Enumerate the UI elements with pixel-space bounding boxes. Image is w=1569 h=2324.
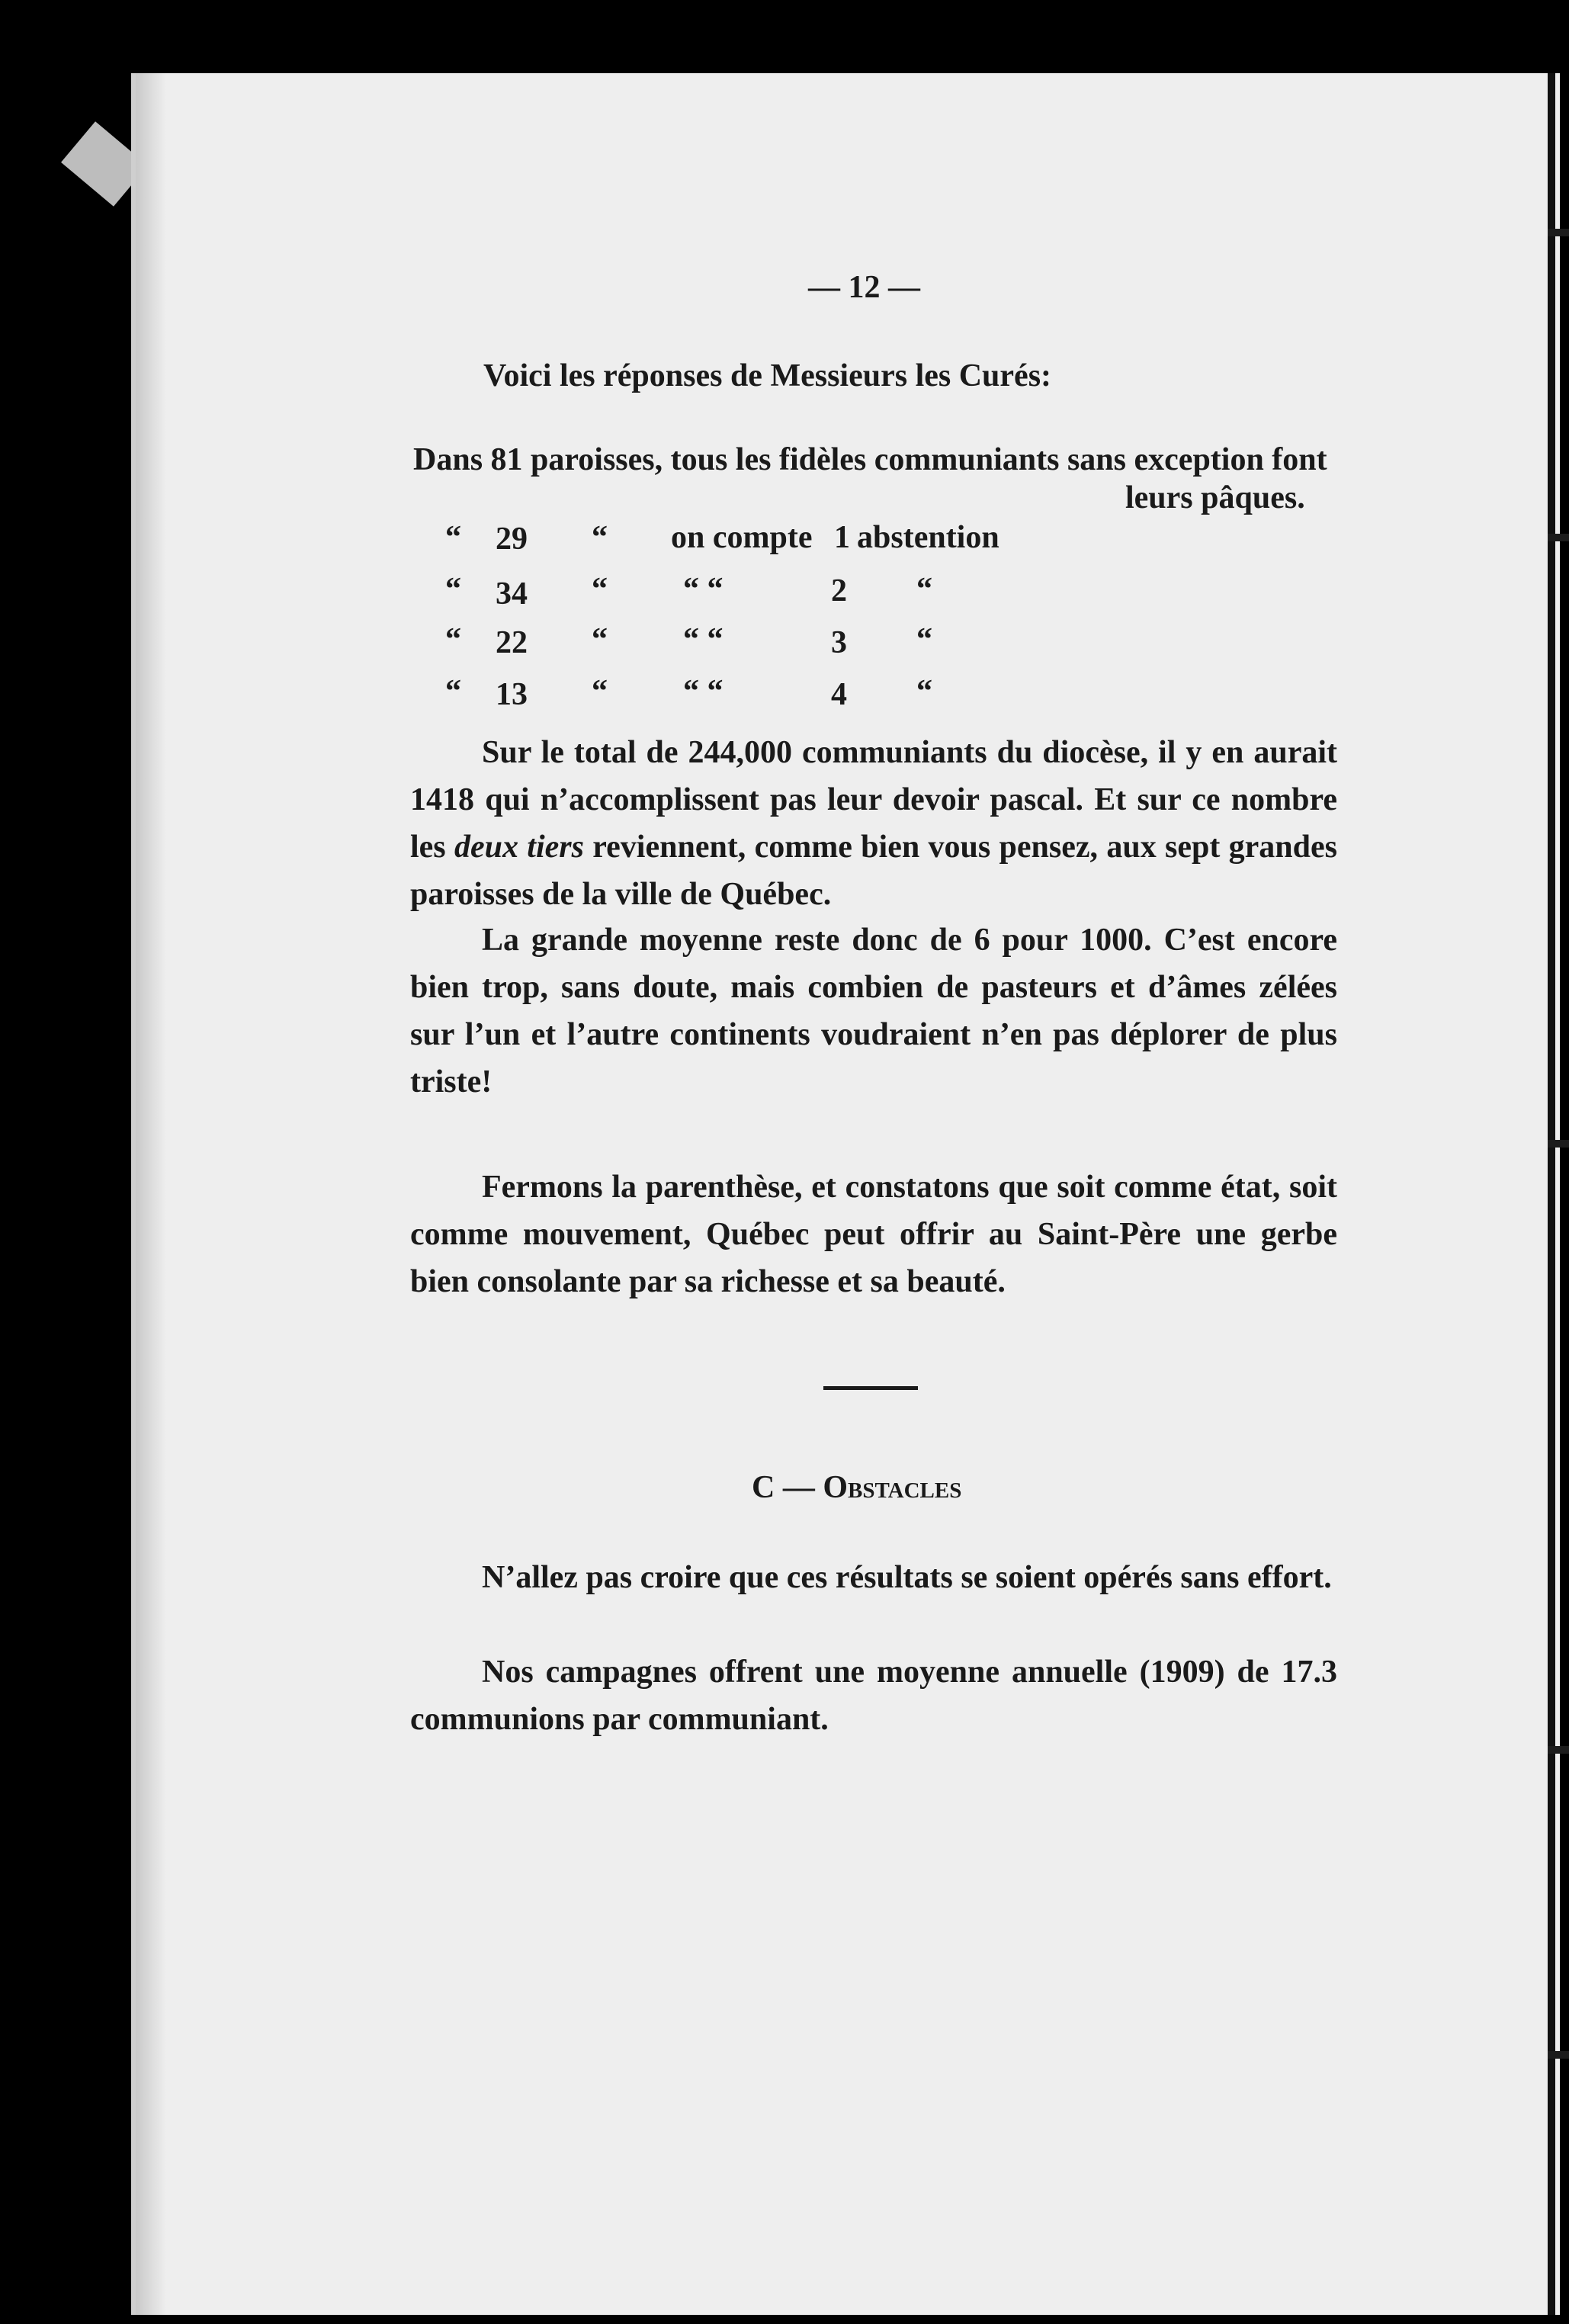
ditto-mark: “ (592, 674, 608, 709)
ditto-mark: “ (592, 572, 608, 607)
row-verb: on compte (671, 520, 813, 555)
table-first-row: Dans 81 paroisses, tous les fidèles communiants sans exception font (413, 442, 1327, 477)
row-verb: “ “ (683, 622, 724, 657)
section-heading: C — Obstacles (752, 1470, 962, 1505)
parish-count: 13 (496, 677, 528, 712)
paragraph-campaigns (410, 1648, 1337, 1743)
edge-mark (1548, 229, 1569, 236)
ditto-mark: “ (445, 674, 461, 709)
abstention-count: 3 (831, 625, 847, 660)
page-gutter-shadow (136, 73, 166, 2315)
intro-line: Voici les réponses de Messieurs les Curés: (483, 358, 1052, 393)
parish-count: 22 (496, 625, 528, 660)
row-label: “ (916, 572, 932, 607)
edge-mark (1548, 534, 1569, 541)
ditto-mark: “ (592, 520, 608, 555)
row-verb: “ “ (683, 674, 724, 709)
abstention-count: 4 (831, 677, 847, 712)
ditto-mark: “ (445, 572, 461, 607)
row-label: abstention (857, 520, 999, 555)
paragraph-text: Fermons la parenthèse, et constatons que soit comme état, soit comme mouvement, Québec peut offrir au Saint-Père une gerbe bien consolante par sa richesse et sa beauté. (410, 1170, 1337, 1299)
parish-count: 34 (496, 576, 528, 611)
edge-mark (1548, 1746, 1569, 1754)
ditto-mark: “ (445, 622, 461, 657)
parish-count: 29 (496, 522, 528, 557)
page-number: — 12 — (808, 270, 920, 305)
paragraph-text: N’allez pas croire que ces résultats se soient opérés sans effort. (482, 1560, 1332, 1595)
paragraph-text: reviennent, comme bien vous pensez, aux sept grandes paroisses de la ville de Québec. (410, 830, 1337, 912)
abstention-count: 1 (834, 520, 850, 555)
paragraph-total (410, 729, 1337, 918)
edge-mark (1548, 1140, 1569, 1148)
row-label: “ (916, 674, 932, 709)
paragraph-effort (410, 1554, 1337, 1601)
paragraph-average (410, 916, 1337, 1106)
paragraph-text: Sur le total de 244,000 communiants du diocèse, il y en aurait 1418 qui n’accomplissent pas leur devoir pascal. Et sur ce nombre les (410, 735, 1337, 865)
emphasis-text: deux tiers (454, 830, 584, 865)
ditto-mark: “ (445, 520, 461, 555)
page-right-edge (1548, 73, 1555, 2315)
paragraph-text: Nos campagnes offrent une moyenne annuelle (1909) de 17.3 communions par communiant. (410, 1655, 1337, 1737)
section-divider (823, 1386, 918, 1390)
table-first-row-continuation: leurs pâques. (1125, 480, 1305, 515)
row-verb: “ “ (683, 572, 724, 607)
row-label: “ (916, 622, 932, 657)
abstention-count: 2 (831, 573, 847, 608)
ditto-mark: “ (592, 622, 608, 657)
edge-mark (1548, 2051, 1569, 2059)
paragraph-text: La grande moyenne reste donc de 6 pour 1000. C’est encore bien trop, sans doute, mais combien de pasteurs et d’âmes zélées sur l’un et l’autre continents voudraient n’en pas déplorer de plus triste! (410, 923, 1337, 1099)
paragraph-conclusion (410, 1164, 1337, 1305)
